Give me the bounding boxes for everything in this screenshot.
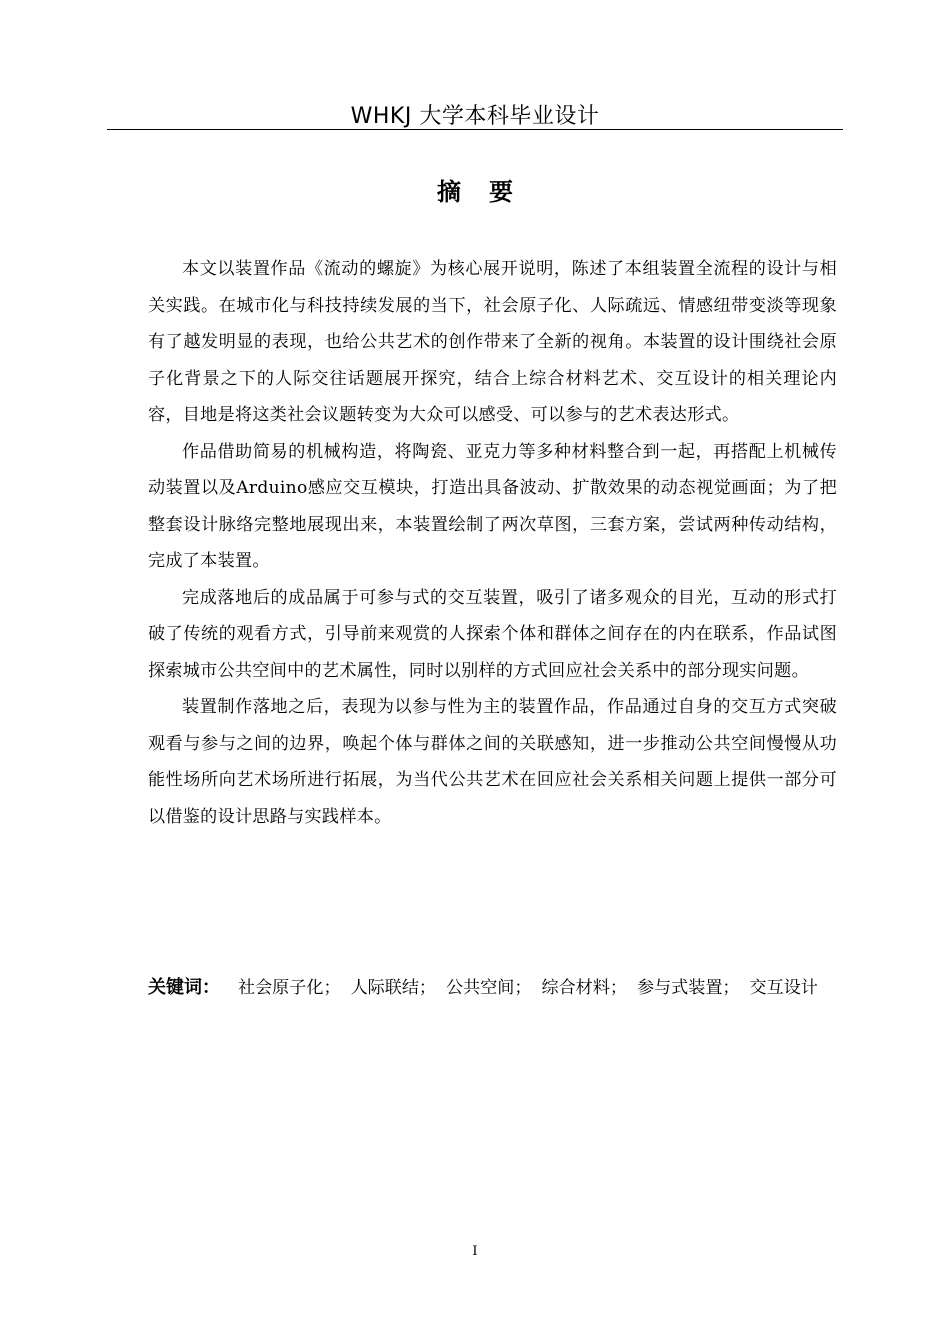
abstract-paragraph-1: 本文以装置作品《流动的螺旋》为核心展开说明，陈述了本组装置全流程的设计与相关实践。在城市化与科技持续发展的当下，社会原子化、人际疏远、情感纽带变淡等现象有了越发明显的表现，也给公共艺术的创作带来了全新的视角。本装置的设计围绕社会原子化背景之下的人际交往话题展开探究，结合上综合材料艺术、交互设计的相关理论内容，目地是将这类社会议题转变为大众可以感受、可以参与的艺术表达形式。 bbox=[148, 259, 837, 425]
keyword-item: 综合材料； bbox=[541, 978, 627, 998]
running-header: WHKJ 大学本科毕业设计 bbox=[350, 104, 600, 129]
keywords-section bbox=[148, 966, 837, 1010]
keyword-item: 社会原子化； bbox=[238, 978, 341, 998]
abstract-paragraph-4: 装置制作落地之后，表现为以参与性为主的装置作品，作品通过自身的交互方式突破观看与参与之间的边界，唤起个体与群体之间的关联感知，进一步推动公共空间慢慢从功能性场所向艺术场所进行拓展，为当代公共艺术在回应社会关系相关问题上提供一部分可以借鉴的设计思路与实践样本。 bbox=[148, 697, 837, 827]
keyword-item: 公共空间； bbox=[446, 978, 532, 998]
abstract-paragraph-2: 作品借助简易的机械构造，将陶瓷、亚克力等多种材料整合到一起，再搭配上机械传动装置以及Arduino感应交互模块，打造出具备波动、扩散效果的动态视觉画面；为了把整套设计脉络完整地展现出来，本装置绘制了两次草图，三套方案，尝试两种传动结构，完成了本装置。 bbox=[148, 441, 837, 571]
header-rule bbox=[107, 129, 843, 130]
keyword-item: 交互设计 bbox=[749, 978, 818, 998]
keyword-item: 参与式装置； bbox=[636, 978, 740, 998]
abstract-paragraph-3: 完成落地后的成品属于可参与式的交互装置，吸引了诸多观众的目光，互动的形式打破了传统的观看方式，引导前来观赏的人探索个体和群体之间存在的内在联系，作品试图探索城市公共空间中的艺术属性，同时以别样的方式回应社会关系中的部分现实问题。 bbox=[148, 587, 837, 681]
keywords-label: 关键词： bbox=[148, 977, 220, 998]
abstract-title: 摘要 bbox=[437, 178, 541, 206]
page-number: I bbox=[472, 1244, 478, 1259]
keyword-item: 人际联结； bbox=[350, 978, 437, 998]
abstract-body bbox=[148, 251, 837, 835]
